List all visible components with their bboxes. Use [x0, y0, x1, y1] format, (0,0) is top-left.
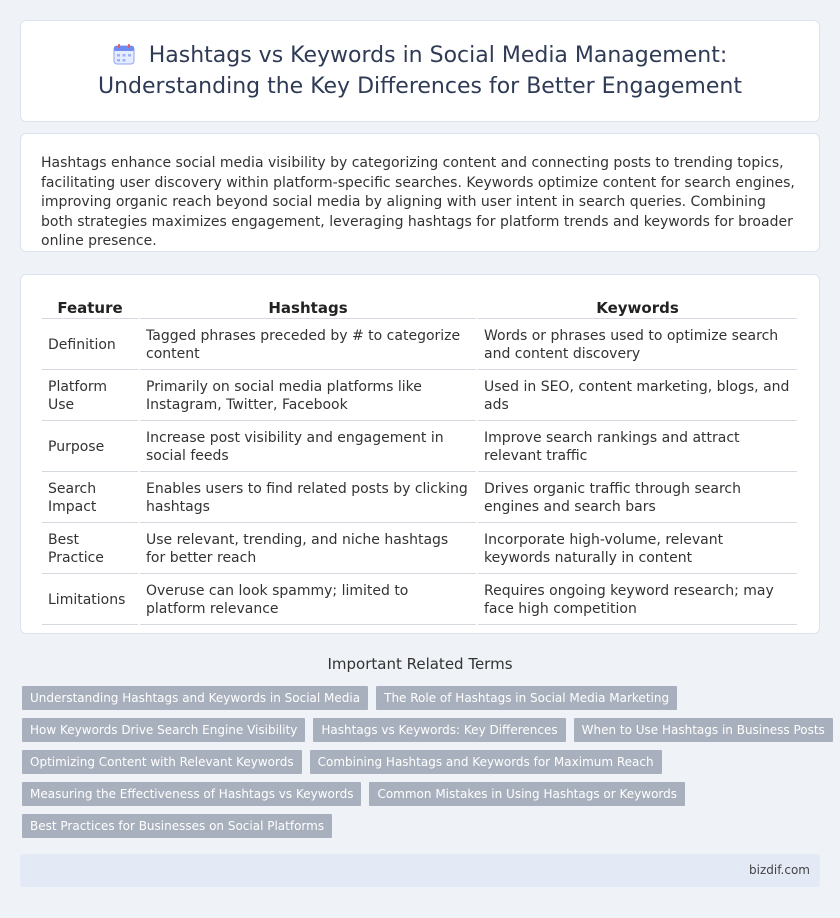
- footer: [20, 854, 820, 887]
- tag-row: [22, 750, 802, 774]
- row-keywords: Incorporate high-volume, relevant keywords naturally in content: [478, 525, 797, 574]
- related-tag[interactable]: Hashtags vs Keywords: Key Differences: [313, 718, 565, 742]
- related-tag[interactable]: Best Practices for Businesses on Social Platforms: [22, 814, 332, 838]
- row-hashtags: Use relevant, trending, and niche hashtags for better reach: [140, 525, 476, 574]
- row-keywords: Used in SEO, content marketing, blogs, and ads: [478, 372, 797, 421]
- related-tag[interactable]: How Keywords Drive Search Engine Visibility: [22, 718, 305, 742]
- header-keywords: Keywords: [478, 297, 797, 319]
- table-row: [42, 576, 797, 625]
- comparison-table-card: [20, 274, 820, 634]
- table-row: [42, 321, 797, 370]
- row-hashtags: Tagged phrases preceded by # to categorize content: [140, 321, 476, 370]
- row-feature: Platform Use: [42, 372, 138, 421]
- related-tag[interactable]: Understanding Hashtags and Keywords in Social Media: [22, 686, 368, 710]
- title-card: [20, 20, 820, 122]
- intro-card: [20, 133, 820, 252]
- related-tag[interactable]: Measuring the Effectiveness of Hashtags vs Keywords: [22, 782, 361, 806]
- tag-row: [22, 814, 802, 838]
- title-wrap: [98, 40, 742, 102]
- related-tag[interactable]: When to Use Hashtags in Business Posts: [574, 718, 833, 742]
- comparison-table: [40, 295, 799, 627]
- title-line-1: Hashtags vs Keywords in Social Media Management:: [148, 43, 728, 68]
- row-keywords: Words or phrases used to optimize search and content discovery: [478, 321, 797, 370]
- row-hashtags: Primarily on social media platforms like Instagram, Twitter, Facebook: [140, 372, 476, 421]
- calendar-icon: [113, 43, 135, 65]
- page-title: [98, 40, 742, 102]
- related-tag[interactable]: Optimizing Content with Relevant Keywords: [22, 750, 302, 774]
- header-feature: Feature: [42, 297, 138, 319]
- row-feature: Definition: [42, 321, 138, 370]
- row-hashtags: Overuse can look spammy; limited to platform relevance: [140, 576, 476, 625]
- row-keywords: Requires ongoing keyword research; may face high competition: [478, 576, 797, 625]
- table-row: [42, 423, 797, 472]
- table-header-row: [42, 297, 797, 319]
- intro-text: Hashtags enhance social media visibility by categorizing content and connecting posts to trending topics, facilitating user discovery within platform-specific searches. Keywords optimize content for search engines, improving organic reach beyond social media by aligning with user intent in search queries. Combining both strategies maximizes engagement, leveraging hashtags for platform trends and keywords for broader online presence.: [41, 155, 795, 249]
- tag-row: [22, 686, 802, 710]
- footer-site-link[interactable]: bizdif.com: [749, 863, 810, 877]
- row-feature: Limitations: [42, 576, 138, 625]
- table-row: [42, 525, 797, 574]
- table-row: [42, 372, 797, 421]
- related-terms-tags: [22, 686, 825, 846]
- row-feature: Search Impact: [42, 474, 138, 523]
- row-hashtags: Increase post visibility and engagement in social feeds: [140, 423, 476, 472]
- row-keywords: Drives organic traffic through search engines and search bars: [478, 474, 797, 523]
- related-tag[interactable]: Combining Hashtags and Keywords for Maximum Reach: [310, 750, 662, 774]
- related-tag[interactable]: Common Mistakes in Using Hashtags or Keywords: [369, 782, 685, 806]
- row-feature: Purpose: [42, 423, 138, 472]
- tag-row: [22, 718, 825, 742]
- header-hashtags: Hashtags: [140, 297, 476, 319]
- table-row: [42, 474, 797, 523]
- title-line-2: Understanding the Key Differences for Better Engagement: [98, 74, 742, 99]
- tag-row: [22, 782, 802, 806]
- row-hashtags: Enables users to find related posts by clicking hashtags: [140, 474, 476, 523]
- row-feature: Best Practice: [42, 525, 138, 574]
- related-terms-title: Important Related Terms: [327, 655, 513, 673]
- related-tag[interactable]: The Role of Hashtags in Social Media Marketing: [376, 686, 677, 710]
- row-keywords: Improve search rankings and attract relevant traffic: [478, 423, 797, 472]
